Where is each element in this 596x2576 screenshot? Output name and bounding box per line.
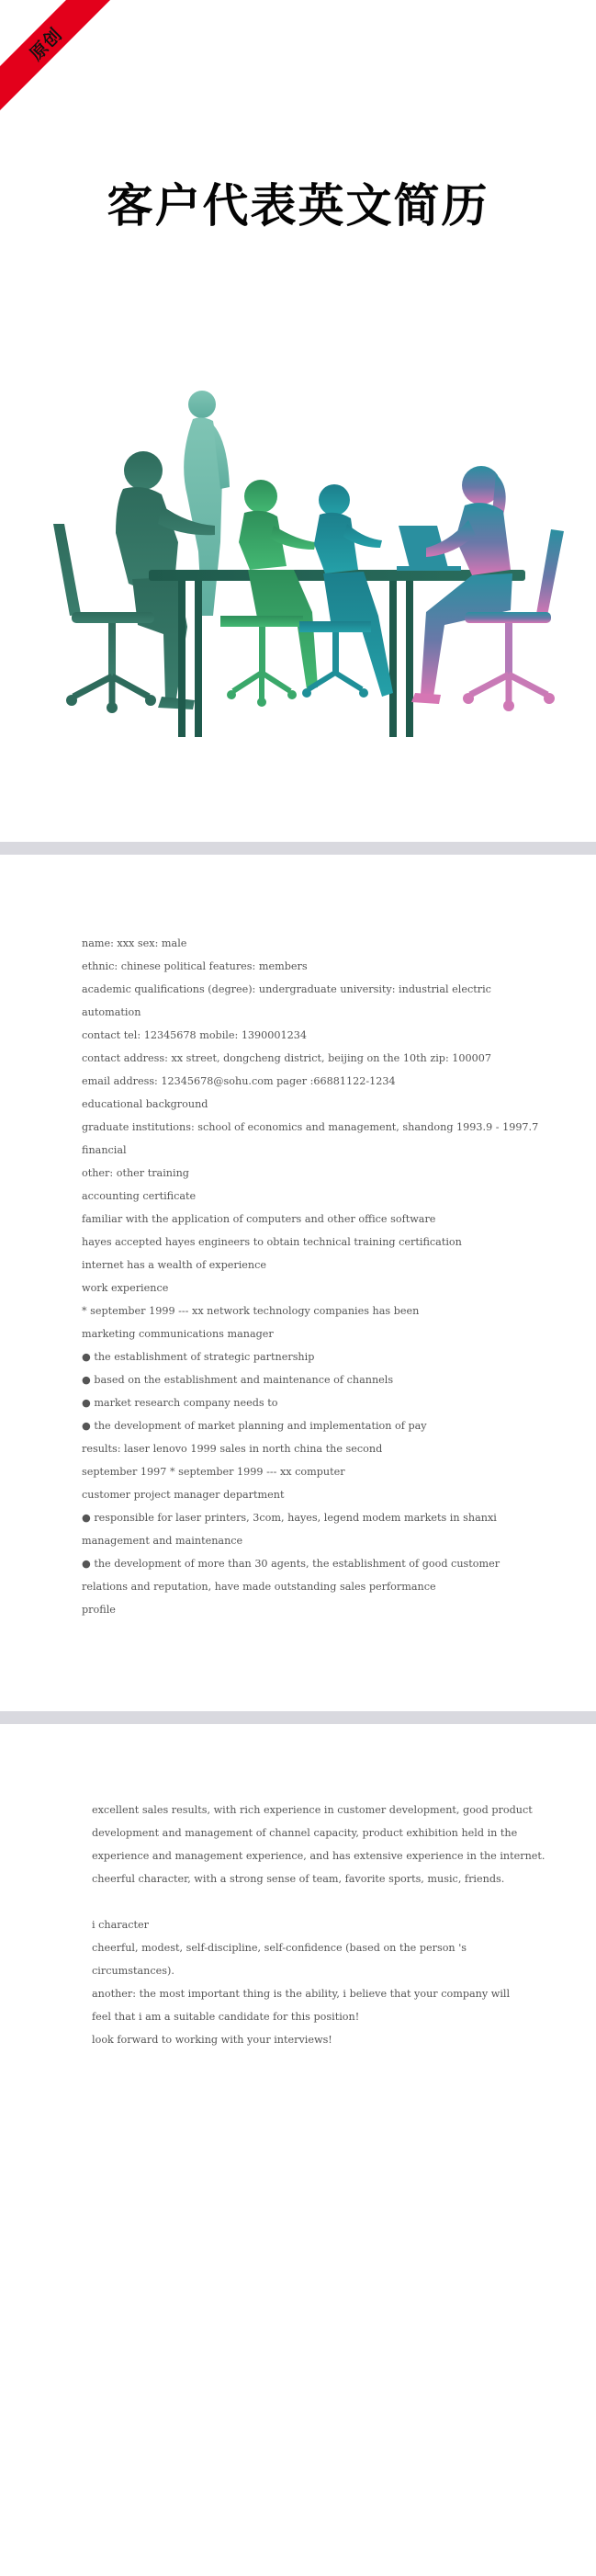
- text-line: another: the most important thing is the ability, i believe that your company will: [92, 1988, 511, 2000]
- text-line: email address: 12345678@sohu.com pager :66881122-1234: [82, 1075, 396, 1087]
- text-line: relations and reputation, have made outstanding sales performance: [82, 1581, 436, 1593]
- meeting-illustration: [40, 386, 573, 744]
- ribbon-label: 原创: [26, 24, 66, 64]
- text-line: development and management of channel capacity, product exhibition held in the: [92, 1827, 518, 1839]
- text-line: ● based on the establishment and maintenance of channels: [82, 1374, 394, 1386]
- text-line: academic qualifications (degree): undergraduate university: industrial electric: [82, 983, 491, 995]
- text-line: excellent sales results, with rich experience in customer development, good product: [92, 1804, 533, 1816]
- page-separator: [0, 1711, 596, 1724]
- text-line: ● the development of market planning and implementation of pay: [82, 1420, 427, 1432]
- text-line: feel that i am a suitable candidate for this position!: [92, 2011, 360, 2023]
- seated-woman-right-silhouette: [411, 466, 564, 711]
- text-line: ● the development of more than 30 agents, the establishment of good customer: [82, 1558, 500, 1570]
- text-line: automation: [82, 1006, 141, 1018]
- text-line: i character: [92, 1919, 150, 1931]
- text-line: ● the establishment of strategic partnership: [82, 1351, 315, 1363]
- text-line: customer project manager department: [82, 1489, 285, 1501]
- text-line: * september 1999 --- xx network technology companies has been: [82, 1305, 420, 1317]
- ribbon-band: [0, 0, 110, 110]
- text-line: contact address: xx street, dongcheng district, beijing on the 10th zip: 100007: [82, 1052, 491, 1064]
- text-line: familiar with the application of computers and other office software: [82, 1213, 436, 1225]
- text-line: internet has a wealth of experience: [82, 1259, 267, 1271]
- profile-text: [92, 1799, 569, 2051]
- resume-details-text: [82, 932, 559, 1621]
- text-line: ethnic: chinese political features: members: [82, 960, 308, 972]
- blank-line: [92, 1890, 569, 1913]
- text-line: ● responsible for laser printers, 3com, hayes, legend modem markets in shanxi: [82, 1512, 497, 1524]
- text-line: cheerful character, with a strong sense of team, favorite sports, music, friends.: [92, 1873, 505, 1885]
- text-line: profile: [82, 1604, 116, 1616]
- cover-page: [0, 0, 596, 842]
- text-line: ● market research company needs to: [82, 1397, 278, 1409]
- text-line: educational background: [82, 1098, 208, 1110]
- text-line: financial: [82, 1144, 127, 1156]
- seated-woman-green-silhouette: [220, 480, 318, 707]
- text-line: management and maintenance: [82, 1535, 243, 1547]
- text-line: hayes accepted hayes engineers to obtain technical training certification: [82, 1236, 462, 1248]
- text-line: experience and management experience, and has extensive experience in the internet.: [92, 1850, 545, 1862]
- text-line: results: laser lenovo 1999 sales in north china the second: [82, 1443, 383, 1455]
- text-line: cheerful, modest, self-discipline, self-confidence (based on the person 's: [92, 1942, 467, 1954]
- text-line: circumstances).: [92, 1965, 174, 1977]
- text-line: contact tel: 12345678 mobile: 1390001234: [82, 1029, 307, 1041]
- text-line: accounting certificate: [82, 1190, 197, 1202]
- text-line: name: xxx sex: male: [82, 937, 187, 949]
- text-line: look forward to working with your interviews!: [92, 2034, 332, 2046]
- text-line: other: other training: [82, 1167, 189, 1179]
- text-line: work experience: [82, 1282, 169, 1294]
- page-separator: [0, 842, 596, 855]
- text-line: graduate institutions: school of economics and management, shandong 1993.9 - 1997.7: [82, 1121, 539, 1133]
- original-ribbon: [0, 0, 110, 110]
- page-title: 客户代表英文简历: [107, 179, 489, 233]
- text-line: marketing communications manager: [82, 1328, 274, 1340]
- standing-woman-silhouette: [184, 391, 230, 616]
- text-line: september 1997 * september 1999 --- xx computer: [82, 1466, 345, 1478]
